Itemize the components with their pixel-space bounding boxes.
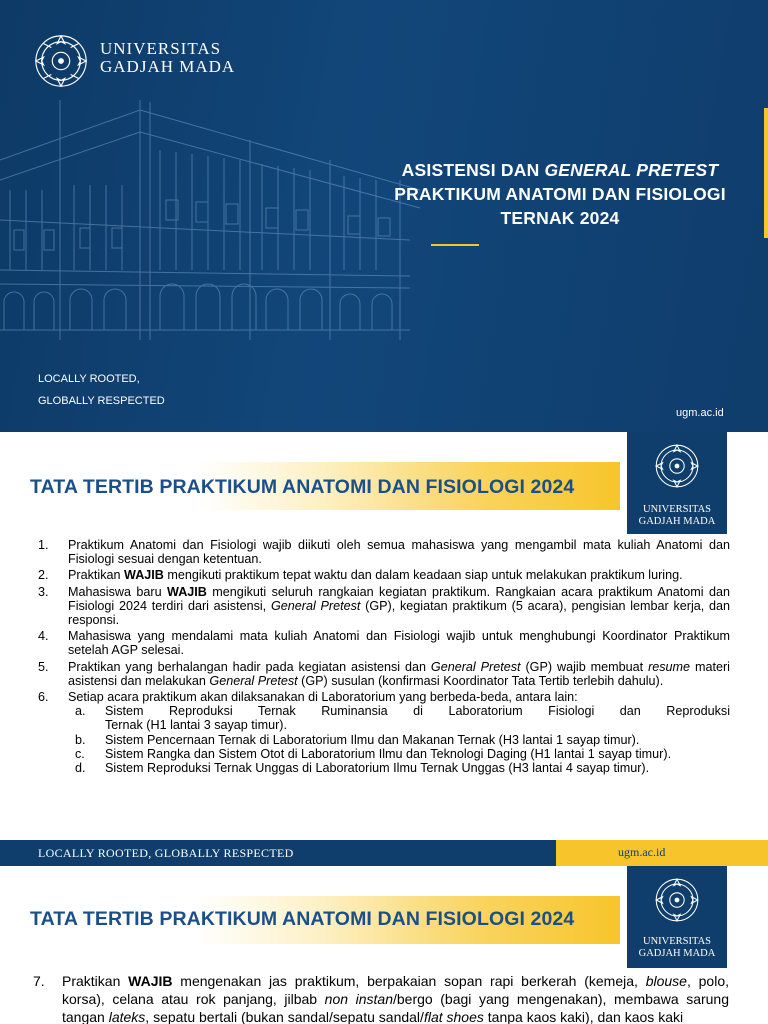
- cover-title-line3: TERNAK 2024: [500, 208, 620, 228]
- list-item: [33, 972, 729, 1024]
- ugm-seal-logo: [32, 32, 90, 90]
- list-item-text: Setiap acara praktikum akan dilaksanakan di Laboratorium yang berbeda-beda, antara lain:: [68, 690, 578, 705]
- logo-line2: GADJAH MADA: [638, 948, 716, 959]
- list-item-text: resume: [648, 659, 691, 674]
- list-item-text: mengenakan jas praktikum, berpakaian sopan rapi berkerah (kemeja,: [172, 973, 646, 989]
- logo-line2: GADJAH MADA: [638, 516, 716, 527]
- tagline-line1: LOCALLY ROOTED,: [38, 373, 140, 385]
- lab-sublist-item: [75, 704, 730, 732]
- list-item-text: WAJIB: [167, 584, 207, 599]
- lab-sublist: [38, 704, 730, 775]
- footer-url: ugm.ac.id: [618, 845, 666, 859]
- list-item-text: Praktikan: [68, 568, 124, 583]
- list-item-text: mengikuti seluruh rangkaian kegiatan praktikum. Rangkaian acara praktikum Anatomi dan Fisiologi 2024 terdiri dari asistensi,: [68, 584, 730, 613]
- list-item-text: (GP), kegiatan praktikum (5 acara), pengisian lembar kerja, dan responsi.: [68, 598, 730, 628]
- rules-slide-1: [0, 432, 768, 866]
- list-item-text: lateks: [108, 1009, 146, 1024]
- list-item-text: materi asistensi dan melakukan: [68, 659, 730, 688]
- lab-sublist-item: [75, 761, 730, 775]
- list-item-text: (GP) susulan (konfirmasi Koordinator Tata Tertib terlebih dahulu).: [297, 673, 664, 688]
- list-item-text: , sepatu bertali (bukan sandal/sepatu sandal/: [145, 1009, 424, 1024]
- cover-title-italic: GENERAL PRETEST: [544, 160, 719, 180]
- logo-university-name: [627, 936, 727, 960]
- list-item: [38, 690, 730, 704]
- list-item-number: 2.: [38, 568, 49, 583]
- lab-sublist-letter: d.: [75, 761, 86, 776]
- university-name-line1: UNIVERSITAS: [100, 39, 222, 58]
- list-item-text: WAJIB: [124, 568, 164, 583]
- list-item-text: Praktikan yang berhalangan hadir pada kegiatan asistensi dan: [68, 659, 431, 674]
- tagline: [38, 368, 165, 412]
- list-item-text: tanpa kaos kaki), dan kaos kaki: [483, 1009, 684, 1024]
- footer-gold-block: [556, 840, 768, 866]
- rules-slide-2: [0, 866, 768, 1024]
- rules-list-continued: [33, 972, 729, 1024]
- lab-sublist-text: Sistem Reproduksi Ternak Ruminansia di Laboratorium Fisiologi dan Reproduksi: [105, 704, 730, 719]
- university-name: [100, 40, 235, 76]
- logo-line1: UNIVERSITAS: [643, 936, 711, 947]
- title-accent-line: [431, 244, 479, 246]
- ugm-logo-box: [627, 432, 727, 534]
- list-item-text: non instan: [324, 991, 393, 1007]
- lab-sublist-text: Sistem Reproduksi Ternak Unggas di Laboratorium Ilmu Ternak Unggas (H3 lantai 4 sayap timur).: [105, 761, 650, 776]
- list-item: [38, 538, 730, 566]
- list-item-number: 4.: [38, 629, 49, 644]
- slide-title: TATA TERTIB PRAKTIKUM ANATOMI DAN FISIOLOGI 2024: [30, 476, 575, 498]
- list-item-text: General Pretest: [209, 673, 298, 688]
- list-item-number: 7.: [33, 973, 45, 989]
- list-item-text: (GP) wajib membuat: [520, 659, 649, 674]
- ugm-seal-logo: [653, 876, 701, 924]
- ugm-seal-logo: [653, 442, 701, 490]
- list-item-text: Mahasiswa baru: [68, 584, 168, 599]
- list-item-text: Praktikum Anatomi dan Fisiologi wajib diikuti oleh semua mahasiswa yang mengambil mata kuliah Anatomi dan Fisiologi sesuai dengan ketentuan.: [68, 538, 730, 567]
- cover-title-line2: PRAKTIKUM ANATOMI DAN FISIOLOGI: [394, 184, 726, 204]
- lab-sublist-letter: a.: [75, 704, 86, 719]
- list-item-text: flat shoes: [423, 1009, 484, 1024]
- university-name-line2: GADJAH MADA: [100, 56, 236, 76]
- logo-university-name: [627, 504, 727, 528]
- lab-sublist-letter: b.: [75, 732, 86, 747]
- list-item: [38, 660, 730, 688]
- cover-slide: [0, 0, 768, 432]
- list-item-text: mengikuti praktikum tepat waktu dan dalam keadaan siap untuk melakukan praktikum luring.: [163, 568, 683, 583]
- slide-footer: [0, 840, 768, 866]
- list-item: [38, 568, 730, 582]
- list-item-text: WAJIB: [128, 973, 173, 989]
- lab-sublist-item: [75, 733, 730, 747]
- logo-line1: UNIVERSITAS: [643, 504, 711, 515]
- list-item: [38, 585, 730, 628]
- list-item-text: Mahasiswa yang mendalami mata kuliah Anatomi dan Fisiologi wajib untuk menghubungi Koordinator Praktikum setelah AGP selesai.: [68, 629, 730, 658]
- rules-list: [38, 538, 730, 775]
- lab-sublist-text: Ternak (H1 lantai 3 sayap timur).: [105, 718, 287, 733]
- lab-sublist-letter: c.: [75, 746, 85, 761]
- list-item-number: 1.: [38, 538, 49, 552]
- list-item-number: 3.: [38, 584, 49, 599]
- list-item-text: , polo, korsa), celana atau rok panjang, jilbab: [62, 973, 730, 1007]
- footer-tagline: LOCALLY ROOTED, GLOBALLY RESPECTED: [38, 846, 294, 860]
- list-item-number: 6.: [38, 690, 49, 705]
- website-url: ugm.ac.id: [676, 407, 724, 419]
- cover-title: [360, 158, 760, 230]
- lab-sublist-text: Sistem Pencernaan Ternak di Laboratorium Ilmu dan Makanan Ternak (H3 lantai 1 sayap timur).: [105, 732, 640, 747]
- tagline-line2: GLOBALLY RESPECTED: [38, 395, 165, 407]
- ugm-logo-box: [627, 866, 727, 968]
- list-item-text: Praktikan: [62, 973, 129, 989]
- list-item-text: General Pretest: [270, 598, 361, 613]
- lab-sublist-item: [75, 747, 730, 761]
- slide-title: TATA TERTIB PRAKTIKUM ANATOMI DAN FISIOLOGI 2024: [30, 908, 575, 930]
- gold-edge-bar: [764, 108, 768, 238]
- list-item-text: General Pretest: [430, 659, 521, 674]
- cover-title-part1: ASISTENSI DAN: [401, 160, 545, 180]
- list-item-text: blouse: [645, 973, 687, 989]
- list-item: [38, 629, 730, 657]
- list-item-number: 5.: [38, 659, 49, 674]
- list-item-text: /bergo (bagi yang mengenakan), membawa sarung tangan: [62, 991, 729, 1024]
- lab-sublist-text: Sistem Rangka dan Sistem Otot di Laboratorium Ilmu dan Teknologi Daging (H1 lantai 1 sayap timur).: [105, 746, 672, 761]
